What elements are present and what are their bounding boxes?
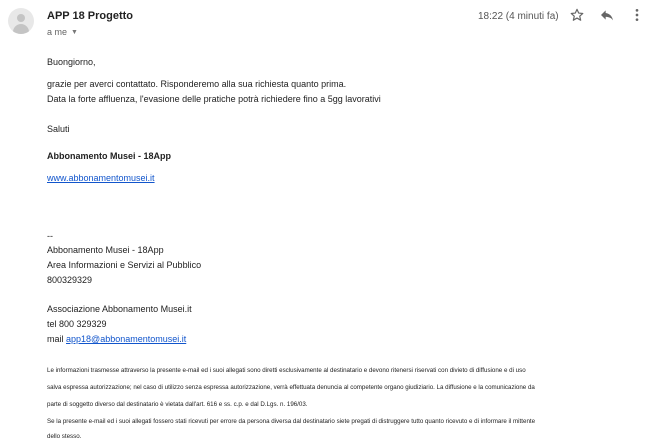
signature-mail-line: [47, 334, 186, 344]
avatar-head: [17, 14, 25, 22]
closing-text: Saluti: [47, 124, 70, 134]
legal-line-1: Le informazioni trasmesse attraverso la presente e-mail ed i suoi allegati sono diretti esclusivamente al destinatario e devono ritenersi riservati con divieto di diffusione e di uso: [47, 367, 526, 374]
recipient-label: a me: [47, 27, 68, 37]
mail-address-link[interactable]: app18@abbonamentomusei.it: [66, 334, 187, 344]
signature-area: Area Informazioni e Servizi al Pubblico: [47, 260, 202, 270]
website-link[interactable]: www.abbonamentomusei.it: [47, 173, 155, 183]
star-icon[interactable]: [568, 7, 586, 25]
recipient-line[interactable]: [47, 27, 78, 37]
org-title: Abbonamento Musei - 18App: [47, 151, 172, 161]
body-line-2: Data la forte affluenza, l'evasione delle pratiche potrà richiedere fino a 5gg lavorativi: [47, 94, 381, 104]
email-timestamp: 18:22 (4 minuti fa): [478, 11, 559, 22]
body-line-1: grazie per averci contattato. Risponderemo alla sua richiesta quanto prima.: [47, 79, 347, 89]
legal-line-2: salva espressa autorizzazione; nel caso di utilizzo senza espressa autorizzazione, verrà effettuata denuncia al competente organo giudiziario. La diffusione e la comunicazione da: [47, 384, 535, 391]
signature-tel: tel 800 329329: [47, 319, 107, 329]
legal-line-4: Se la presente e-mail ed i suoi allegati fossero stati ricevuti per errore da persona diversa dal destinatario siete pregati di distruggere tutto quanto ricevuto e di informare il mittente: [47, 418, 536, 425]
greeting-text: Buongiorno,: [47, 57, 96, 67]
signature-name: Abbonamento Musei - 18App: [47, 245, 164, 255]
avatar-body: [13, 24, 29, 34]
signature-association: Associazione Abbonamento Musei.it: [47, 304, 192, 314]
reply-icon[interactable]: [598, 7, 616, 25]
legal-line-5: dello stesso.: [47, 433, 82, 440]
sender-name[interactable]: APP 18 Progetto: [47, 10, 133, 22]
signature-separator: --: [47, 231, 53, 241]
more-vert-icon[interactable]: [628, 7, 646, 25]
signature-phone: 800329329: [47, 275, 93, 285]
mail-label: mail: [47, 334, 64, 344]
sender-avatar: [8, 8, 34, 34]
recipient-dropdown-icon[interactable]: ▼: [71, 29, 78, 36]
legal-line-3: parte di soggetto diverso dal destinatario è vietata dall'art. 616 e ss. c.p. e dal D.Lgs. n. 196/03.: [47, 401, 308, 408]
